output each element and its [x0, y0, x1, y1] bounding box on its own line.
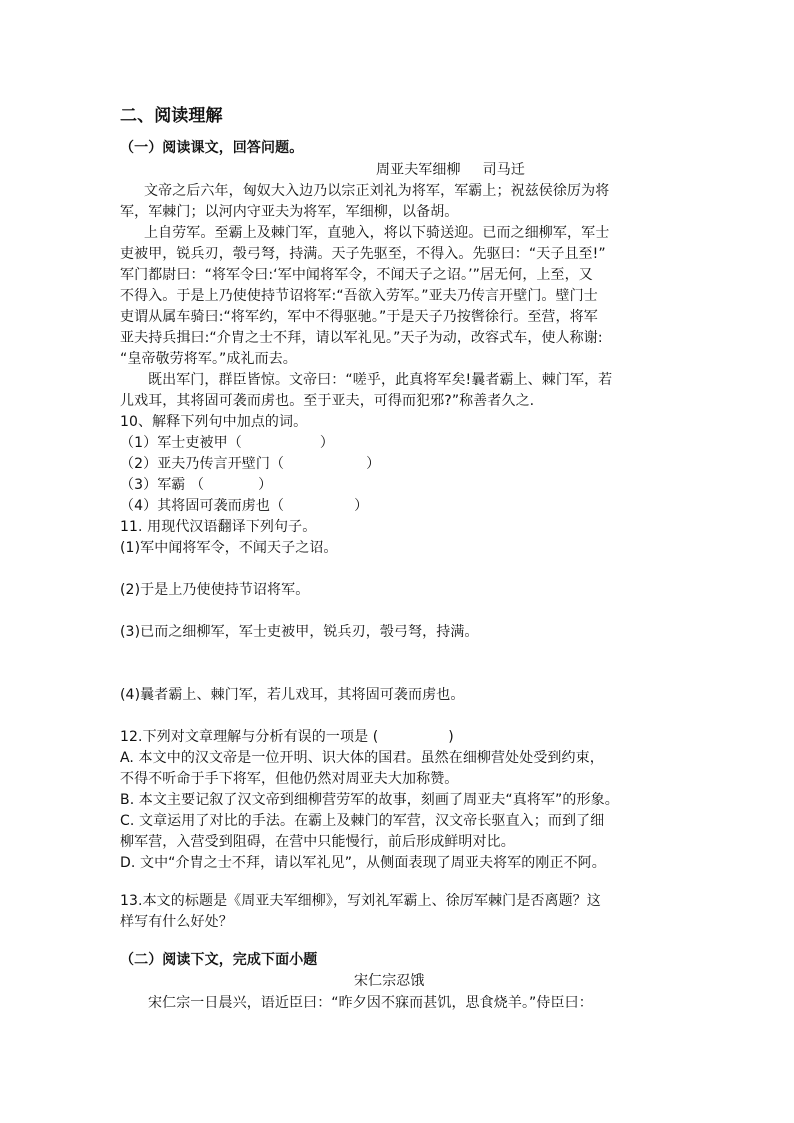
question-10-item-text: （4）其将固可袭而虏也（ — [120, 498, 285, 514]
passage-line: “皇帝敬劳将军。”成礼而去。 — [120, 351, 297, 367]
question-10-item-text: （1）军士吏被甲（ — [120, 435, 242, 451]
question-13-line: 样写有什么好处？ — [120, 914, 233, 930]
question-11-item: (1)军中闻将军令，不闻天子之诏。 — [120, 540, 338, 556]
passage-2-title: 宋仁宗忍饿 — [354, 973, 425, 989]
question-10-item — [120, 433, 334, 453]
close-paren: ） — [354, 498, 369, 514]
passage-title: 周亚夫军细柳 — [376, 162, 461, 178]
question-10-item — [120, 454, 380, 474]
question-12-stem: 12.下列对文章理解与分析有误的一项是 ( — [120, 729, 379, 745]
question-11-item: (2)于是上乃使使持节诏将军。 — [120, 582, 310, 598]
question-12-option: B. 本文主要记叙了汉文帝到细柳营劳军的故事，刻画了周亚夫“真将军”的形象。 — [120, 792, 619, 808]
passage-author: 司马迁 — [482, 162, 525, 178]
question-10-stem: 10、解释下列句中加点的词。 — [120, 414, 308, 430]
question-13-line: 13.本文的标题是《周亚夫军细柳》，写刘礼军霸上、徐厉军棘门是否离题？这 — [120, 893, 601, 909]
question-12-option: C. 文章运用了对比的手法。在霸上及棘门的军营，汉文帝长驱直入；而到了细 — [120, 813, 605, 829]
passage-2-line: 宋仁宗一日晨兴，语近臣曰：“昨夕因不寐而甚饥，思食烧羊。”侍臣曰： — [148, 995, 593, 1011]
question-10-item — [120, 475, 272, 495]
question-11-item: (3)已而之细柳军，军士吏被甲，锐兵刃，彀弓弩，持满。 — [120, 624, 479, 640]
question-10-item — [120, 496, 368, 516]
close-paren: ） — [258, 477, 273, 493]
passage-line: 军门都尉曰：“将军令曰:‘军中闻将军令，不闻天子之诏。’”居无何，上至，又 — [120, 267, 593, 283]
passage-line: 上自劳军。至霸上及棘门军，直驰入，将以下骑送迎。已而之细柳军，军士 — [144, 225, 610, 241]
question-12-option: A. 本文中的汉文帝是一位开明、识大体的国君。虽然在细柳营处处受到约束， — [120, 750, 604, 766]
question-11-item: (4)曩者霸上、棘门军，若儿戏耳，其将固可袭而虏也。 — [120, 687, 465, 703]
close-paren: ） — [319, 435, 334, 451]
passage-line: 文帝之后六年，匈奴大入边乃以宗正刘礼为将军，军霸上；祝兹侯徐厉为将 — [144, 183, 610, 199]
question-10-item-text: （3）军霸 （ — [120, 477, 205, 493]
passage-title-line — [376, 160, 525, 180]
passage-line: 军，军棘门；以河内守亚夫为将军，军细柳，以备胡。 — [120, 204, 459, 220]
passage-line: 亚夫持兵揖曰:“介胄之士不拜，请以军礼见。”天子为动，改容式车，使人称谢: — [120, 330, 603, 346]
section-heading: 二、阅读理解 — [120, 106, 223, 126]
question-12-option: D. 文中“介胄之士不拜，请以军礼见”，从侧面表现了周亚夫将军的刚正不阿。 — [120, 855, 606, 871]
part1-heading: （一）阅读课文，回答问题。 — [120, 140, 304, 156]
close-paren: ） — [366, 456, 381, 472]
question-12-option: 柳军营，入营受到阻碍，在营中只能慢行，前后形成鲜明对比。 — [120, 834, 515, 850]
close-paren: ) — [448, 729, 454, 745]
passage-line: 不得入。于是上乃使使持节诏将军:“吾欲入劳军。”亚夫乃传言开壁门。壁门士 — [120, 288, 598, 304]
passage-line: 吏谓从属车骑曰:“将军约，军中不得驱驰。”于是天子乃按辔徐行。至营，将军 — [120, 309, 598, 325]
part2-heading: （二）阅读下文，完成下面小题 — [120, 952, 318, 968]
passage-line: 吏被甲，锐兵刃，彀弓弩，持满。天子先驱至，不得入。先驱曰：“天子且至!” — [120, 246, 606, 262]
question-11-stem: 11. 用现代汉语翻译下列句子。 — [120, 519, 317, 535]
question-12-option: 不得不听命于手下将军，但他仍然对周亚夫大加称赞。 — [120, 771, 459, 787]
question-10-item-text: （2）亚夫乃传言开壁门（ — [120, 456, 285, 472]
passage-line: 既出军门，群臣皆惊。文帝曰：“嗟乎，此真将军矣!曩者霸上、棘门军，若 — [148, 372, 613, 388]
question-12-stem-line — [120, 727, 454, 747]
passage-line: 儿戏耳，其将固可袭而虏也。至于亚夫，可得而犯邪?”称善者久之. — [120, 393, 535, 409]
